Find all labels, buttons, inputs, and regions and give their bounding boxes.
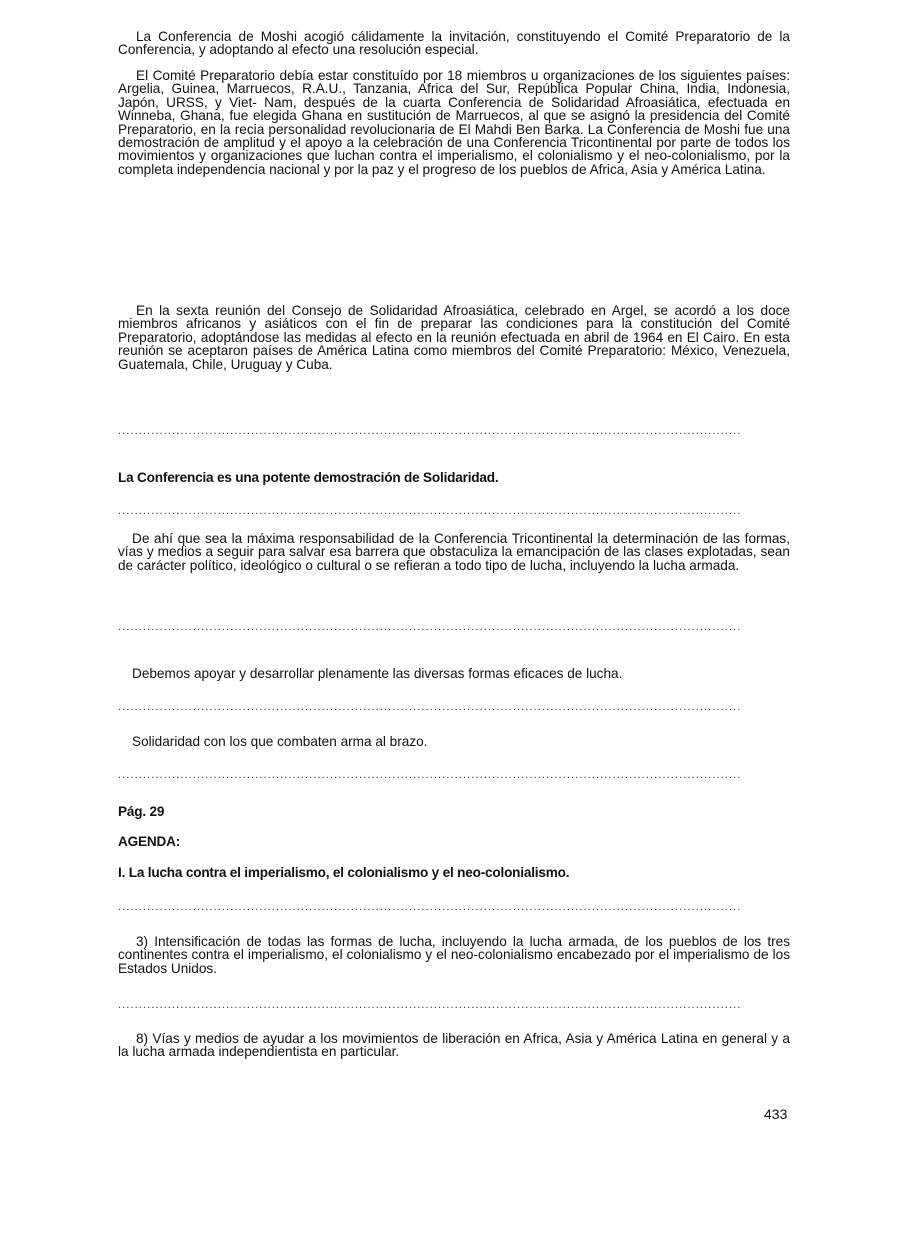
- paragraph-preparatory-committee: El Comité Preparatorio debía estar constituído por 18 miembros u organizaciones de los siguientes países: Argelia, Guinea, Marruecos, R.A.U., Tanzania, Africa del Sur, República Popular China, India, Indonesia, Japón, URSS, y Viet- Nam, después de la cuarta Conferencia de Solidaridad Afroasiática, efectuada en Winneba, Ghana, fue elegida Ghana en sustitución de Marruecos, al que se asignó la presidencia del Comité Preparatorio, en la recia personalidad revolucionaria de El Mahdi Ben Barka. La Conferencia de Moshi fue una demostración de amplitud y el apoyo a la celebración de una Conferencia Tricontinental por parte de todos los movimientos y organizaciones que luchan contra el imperialismo, el colonialismo y el neo-colonialismo, por la completa independencia nacional y por la paz y el progreso de los pueblos de Africa, Asia y América Latina.: [118, 68, 790, 177]
- page-number: 433: [764, 1106, 788, 1122]
- dot-leader-4: ......................................................................................................................................................: [118, 702, 742, 713]
- paragraph-moshi-invitation: La Conferencia de Moshi acogió cálidamente la invitación, constituyendo el Comité Preparatorio de la Conferencia, y adoptando al efecto una resolución especial.: [118, 29, 790, 58]
- dot-leader-3: ......................................................................................................................................................: [118, 622, 742, 633]
- paragraph-armed-solidarity: Solidaridad con los que combaten arma al brazo.: [132, 734, 428, 749]
- dot-leader-7: ......................................................................................................................................................: [118, 1000, 742, 1011]
- paragraph-support-struggle: Debemos apoyar y desarrollar plenamente las diversas formas eficaces de lucha.: [132, 666, 623, 681]
- dot-leader-5: ......................................................................................................................................................: [118, 770, 742, 781]
- agenda-point-8: 8) Vías y medios de ayudar a los movimientos de liberación en Africa, Asia y América Latina en general y a la lucha armada independientista en particular.: [118, 1031, 790, 1060]
- page-reference: Pág. 29: [118, 804, 165, 819]
- paragraph-responsibility: De ahí que sea la máxima responsabilidad de la Conferencia Tricontinental la determinación de las formas, vías y medios a seguir para salvar esa barrera que obstaculiza la emancipación de las clases explotadas, sean de carácter político, ideológico o cultural o se refieran a todo tipo de lucha, incluyendo la lucha armada.: [118, 531, 790, 573]
- agenda-point-3: 3) Intensificación de todas las formas de lucha, incluyendo la lucha armada, de los pueblos de los tres continentes contra el imperialismo, el colonialismo y el neo-colonialismo encabezado por el imperialismo de los Estados Unidos.: [118, 934, 790, 976]
- dot-leader-6: ......................................................................................................................................................: [118, 902, 742, 913]
- paragraph-sixth-meeting: En la sexta reunión del Consejo de Solidaridad Afroasiática, celebrado en Argel, se acordó a los doce miembros africanos y asiáticos con el fin de preparar las condiciones para la constitución del Comité Preparatorio, adoptándose las medidas al efecto en la reunión efectuada en abril de 1964 en El Cairo. En esta reunión se aceptaron países de América Latina como miembros del Comité Preparatorio: México, Venezuela, Guatemala, Chile, Uruguay y Cuba.: [118, 303, 790, 372]
- agenda-heading: AGENDA:: [118, 834, 181, 849]
- dot-leader-1: ......................................................................................................................................................: [118, 426, 742, 437]
- agenda-item-heading: I. La lucha contra el imperialismo, el colonialismo y el neo-colonialismo.: [118, 865, 570, 880]
- dot-leader-2: ......................................................................................................................................................: [118, 506, 742, 517]
- section-heading-solidarity: La Conferencia es una potente demostración de Solidaridad.: [118, 470, 499, 485]
